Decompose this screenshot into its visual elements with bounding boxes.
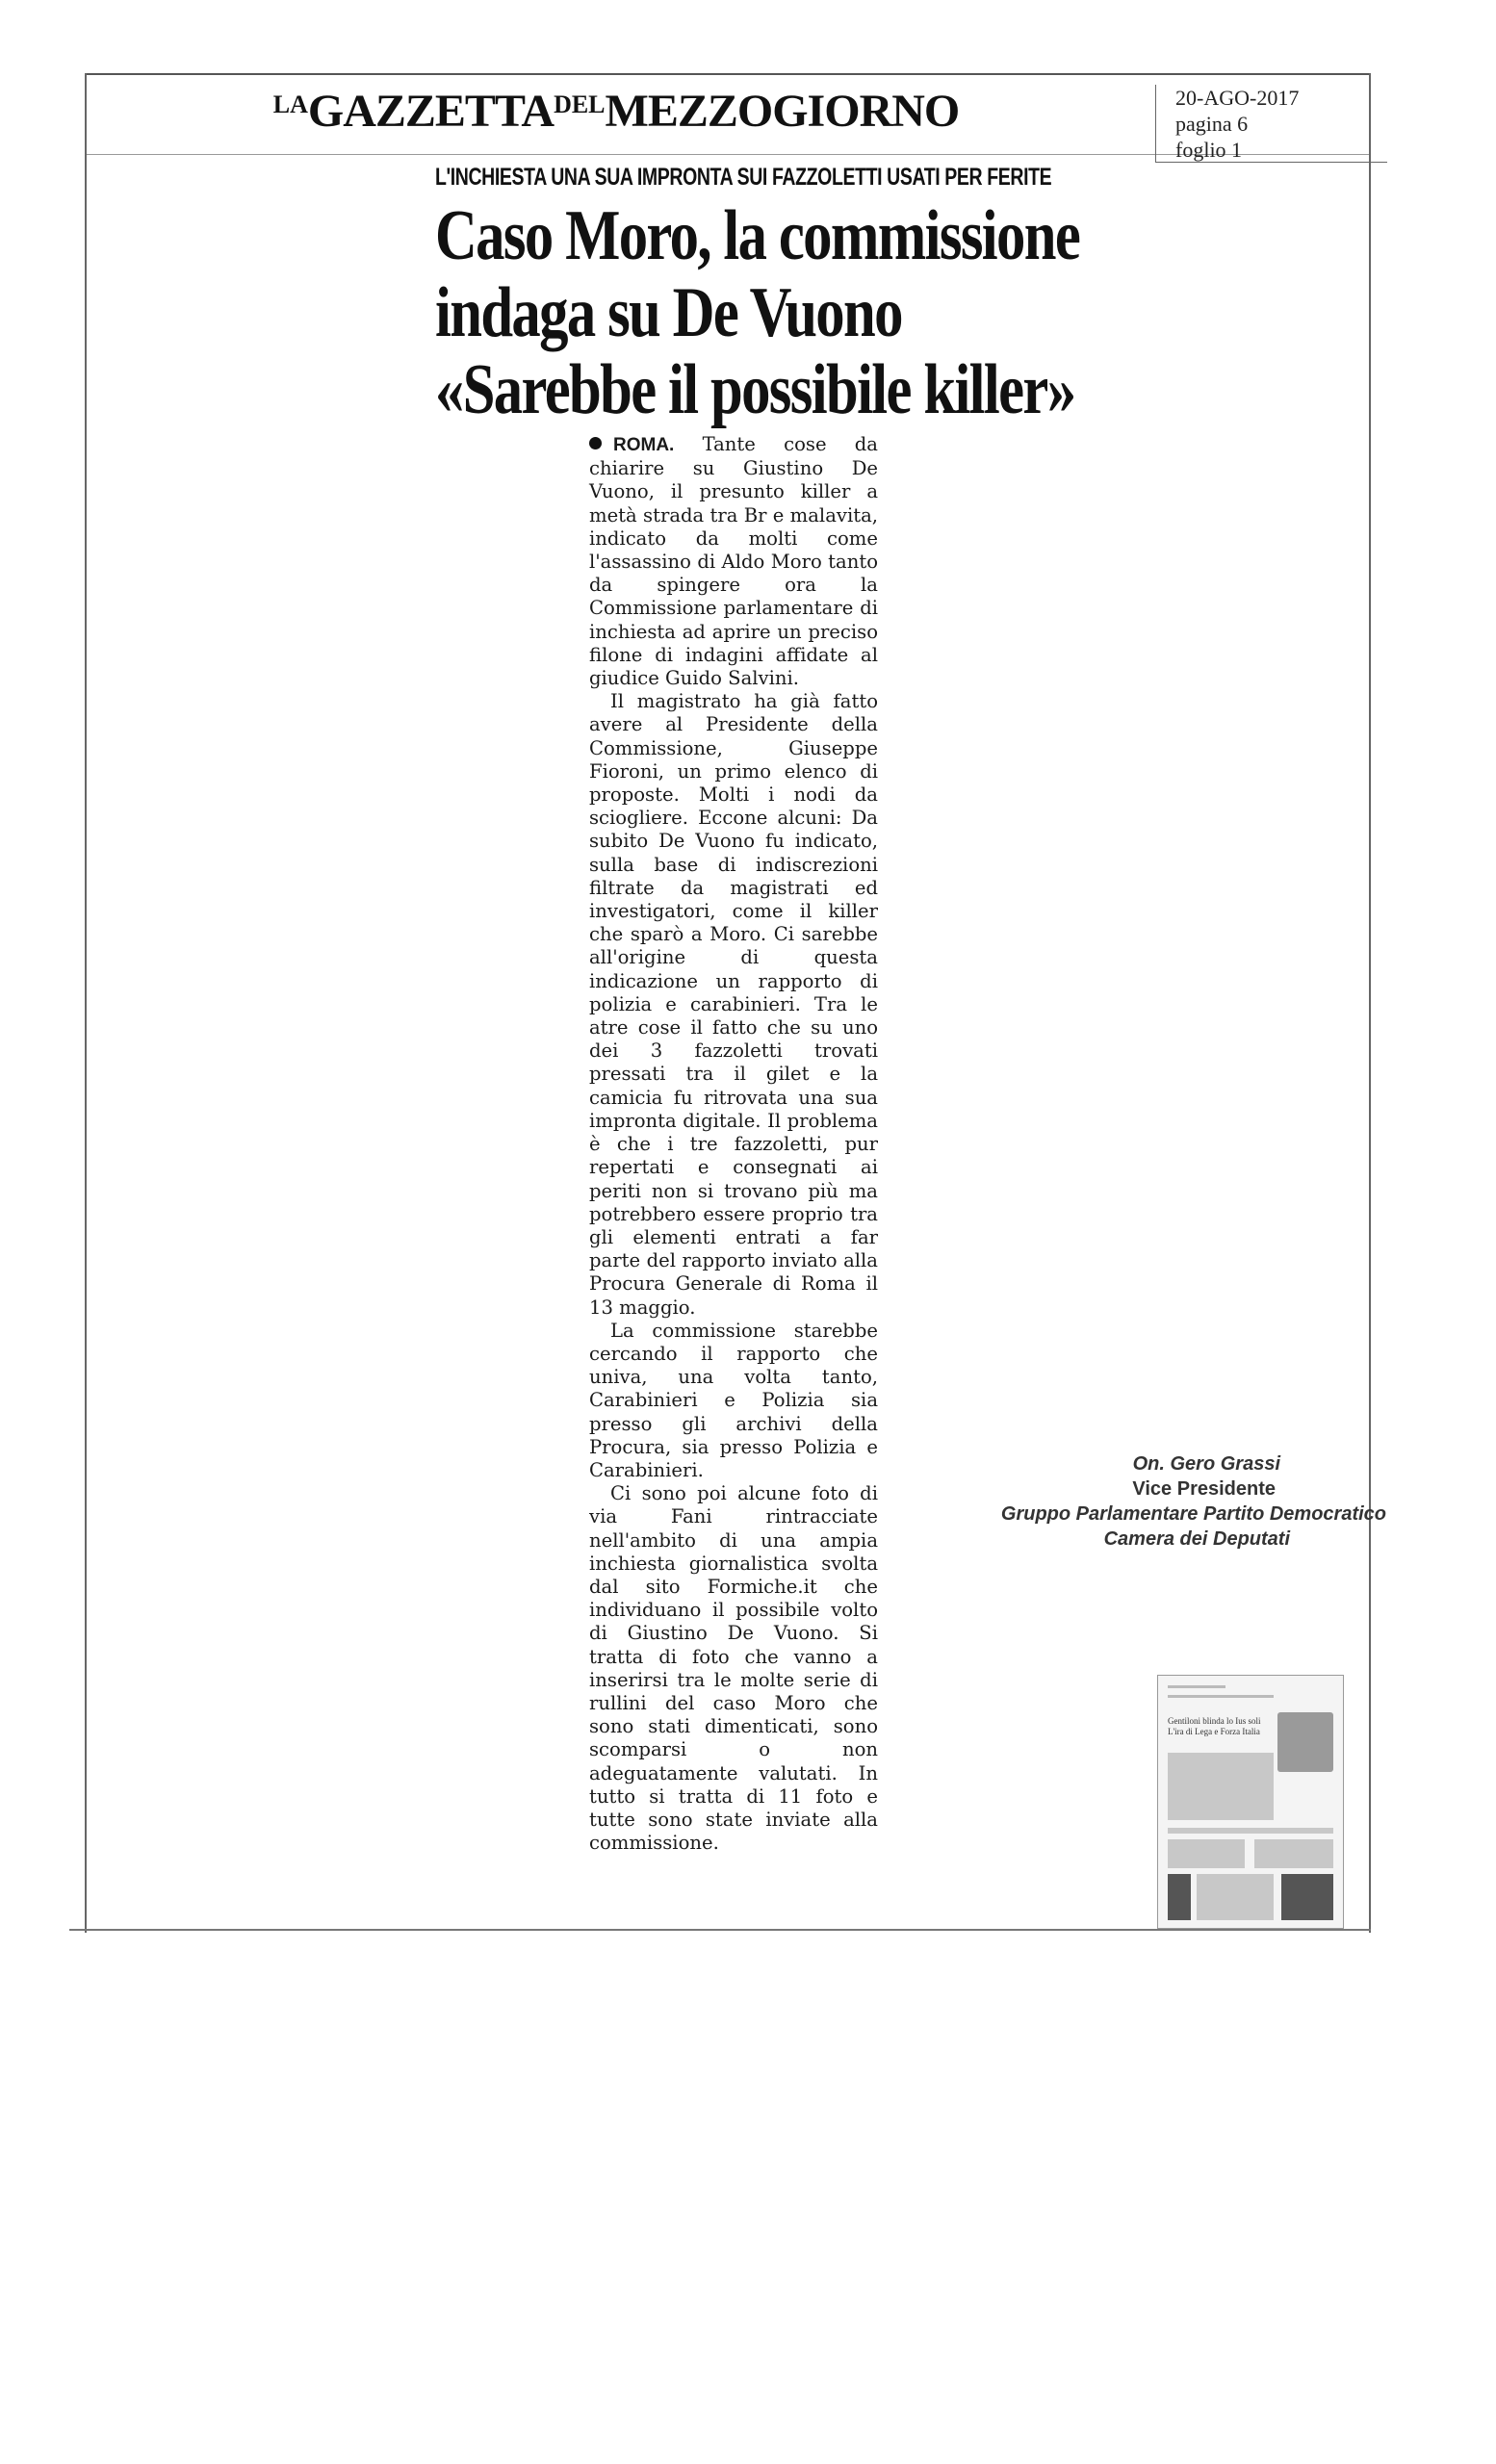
article-paragraph-1 <box>589 433 878 690</box>
clipping-info-box <box>1155 85 1387 163</box>
article-kicker: L'INCHIESTA UNA SUA IMPRONTA SUI FAZZOLETTI USATI PER FERITE <box>435 164 1052 191</box>
headline-line-2: indaga su De Vuono <box>435 273 902 352</box>
stamp-role: Vice Presidente <box>1132 1478 1276 1500</box>
article-paragraph-4: Ci sono poi alcune foto di via Fani rintracciate nell'ambito di una ampia inchiesta giornalistica svolta dal sito Formiche.it che individuano il possibile volto di Giustino De Vuono. Si tratta di foto che vanno a inserirsi tra le molte serie di rullini del caso Moro che sono stati dimenticati, sono scomparsi o non adeguatamente valutati. In tutto si tratta di 11 foto e tutte sono state inviate alla commissione. <box>589 1482 878 1855</box>
stamp-chamber: Camera dei Deputati <box>1103 1528 1290 1550</box>
thumbnail-text-block <box>1168 1753 1274 1820</box>
stamp-group: Gruppo Parlamentare Partito Democratico <box>1000 1503 1386 1525</box>
thumbnail-text-block <box>1168 1839 1245 1868</box>
front-page-thumbnail <box>1157 1675 1344 1929</box>
frame-top-rule <box>85 73 1371 75</box>
thumbnail-dark-block <box>1281 1874 1333 1920</box>
article-headline <box>435 196 1080 429</box>
clipping-page: pagina 6 <box>1175 112 1249 136</box>
masthead-word-2: MEZZOGIORNO <box>605 86 960 137</box>
frame-right-rule <box>1369 73 1371 1933</box>
frame-bottom-rule <box>69 1929 1371 1931</box>
thumbnail-kicker-mark <box>1168 1695 1274 1698</box>
masthead-middle: DEL <box>554 90 606 118</box>
clipping-date: 20-AGO-2017 <box>1175 86 1300 110</box>
article-body <box>589 433 878 1855</box>
bullet-icon <box>589 437 602 449</box>
masthead-prefix: LA <box>272 90 308 118</box>
headline-line-3: «Sarebbe il possibile killer» <box>435 350 1075 429</box>
article-paragraph-2: Il magistrato ha già fatto avere al Presidente della Commissione, Giuseppe Fioroni, un primo elenco di proposte. Molti i nodi da sciogliere. Eccone alcuni: Da subito De Vuono fu indicato, sulla base di indiscrezioni filtrate da magistrati ed investigatori, come il killer che sparò a Moro. Ci sarebbe all'origine di questa indicazione un rapporto di polizia e carabinieri. Tra le atre cose il fatto che su uno dei 3 fazzoletti trovati pressati tra il gilet e la camicia fu ritrovata una sua impronta digitale. Il problema è che i tre fazzoletti, pur repertati e consegnati ai periti non si trovano più ma potrebbero essere proprio tra gli elementi entrati a far parte del rapporto inviato alla Procura Generale di Roma il 13 maggio. <box>589 690 878 1319</box>
paragraph-text: Tante cose da chiarire su Giustino De Vuono, il presunto killer a metà strada tra Br e malavita, indicato da molti come l'assassino di Aldo Moro tanto da spingere ora la Commissione parlamentare di inchiesta ad aprire un preciso filone di indagini affidate al giudice Guido Salvini. <box>589 433 878 690</box>
masthead-word-1: GAZZETTA <box>307 86 555 137</box>
thumbnail-rule <box>1168 1828 1333 1834</box>
frame-left-rule <box>85 73 87 1933</box>
thumbnail-headline: Gentiloni blinda lo Ius soli L'ira di Lega e Forza Italia <box>1168 1716 1261 1736</box>
article-paragraph-3: La commissione starebbe cercando il rapporto che univa, una volta tanto, Carabinieri e Polizia sia presso gli archivi della Procura, sia presso Polizia e Carabinieri. <box>589 1319 878 1481</box>
thumbnail-dark-block <box>1168 1874 1191 1920</box>
deputy-stamp <box>972 1451 1386 1552</box>
headline-line-1: Caso Moro, la commissione <box>435 196 1080 275</box>
article-dateline: ROMA. <box>613 435 675 455</box>
clipping-sheet: foglio 1 <box>1175 138 1243 162</box>
newspaper-masthead <box>87 85 1146 138</box>
thumbnail-text-block <box>1197 1874 1274 1920</box>
thumbnail-photo <box>1277 1712 1333 1772</box>
thumbnail-masthead-mark <box>1168 1685 1225 1688</box>
thumbnail-text-block <box>1254 1839 1333 1868</box>
stamp-name: On. Gero Grassi <box>1132 1453 1280 1475</box>
